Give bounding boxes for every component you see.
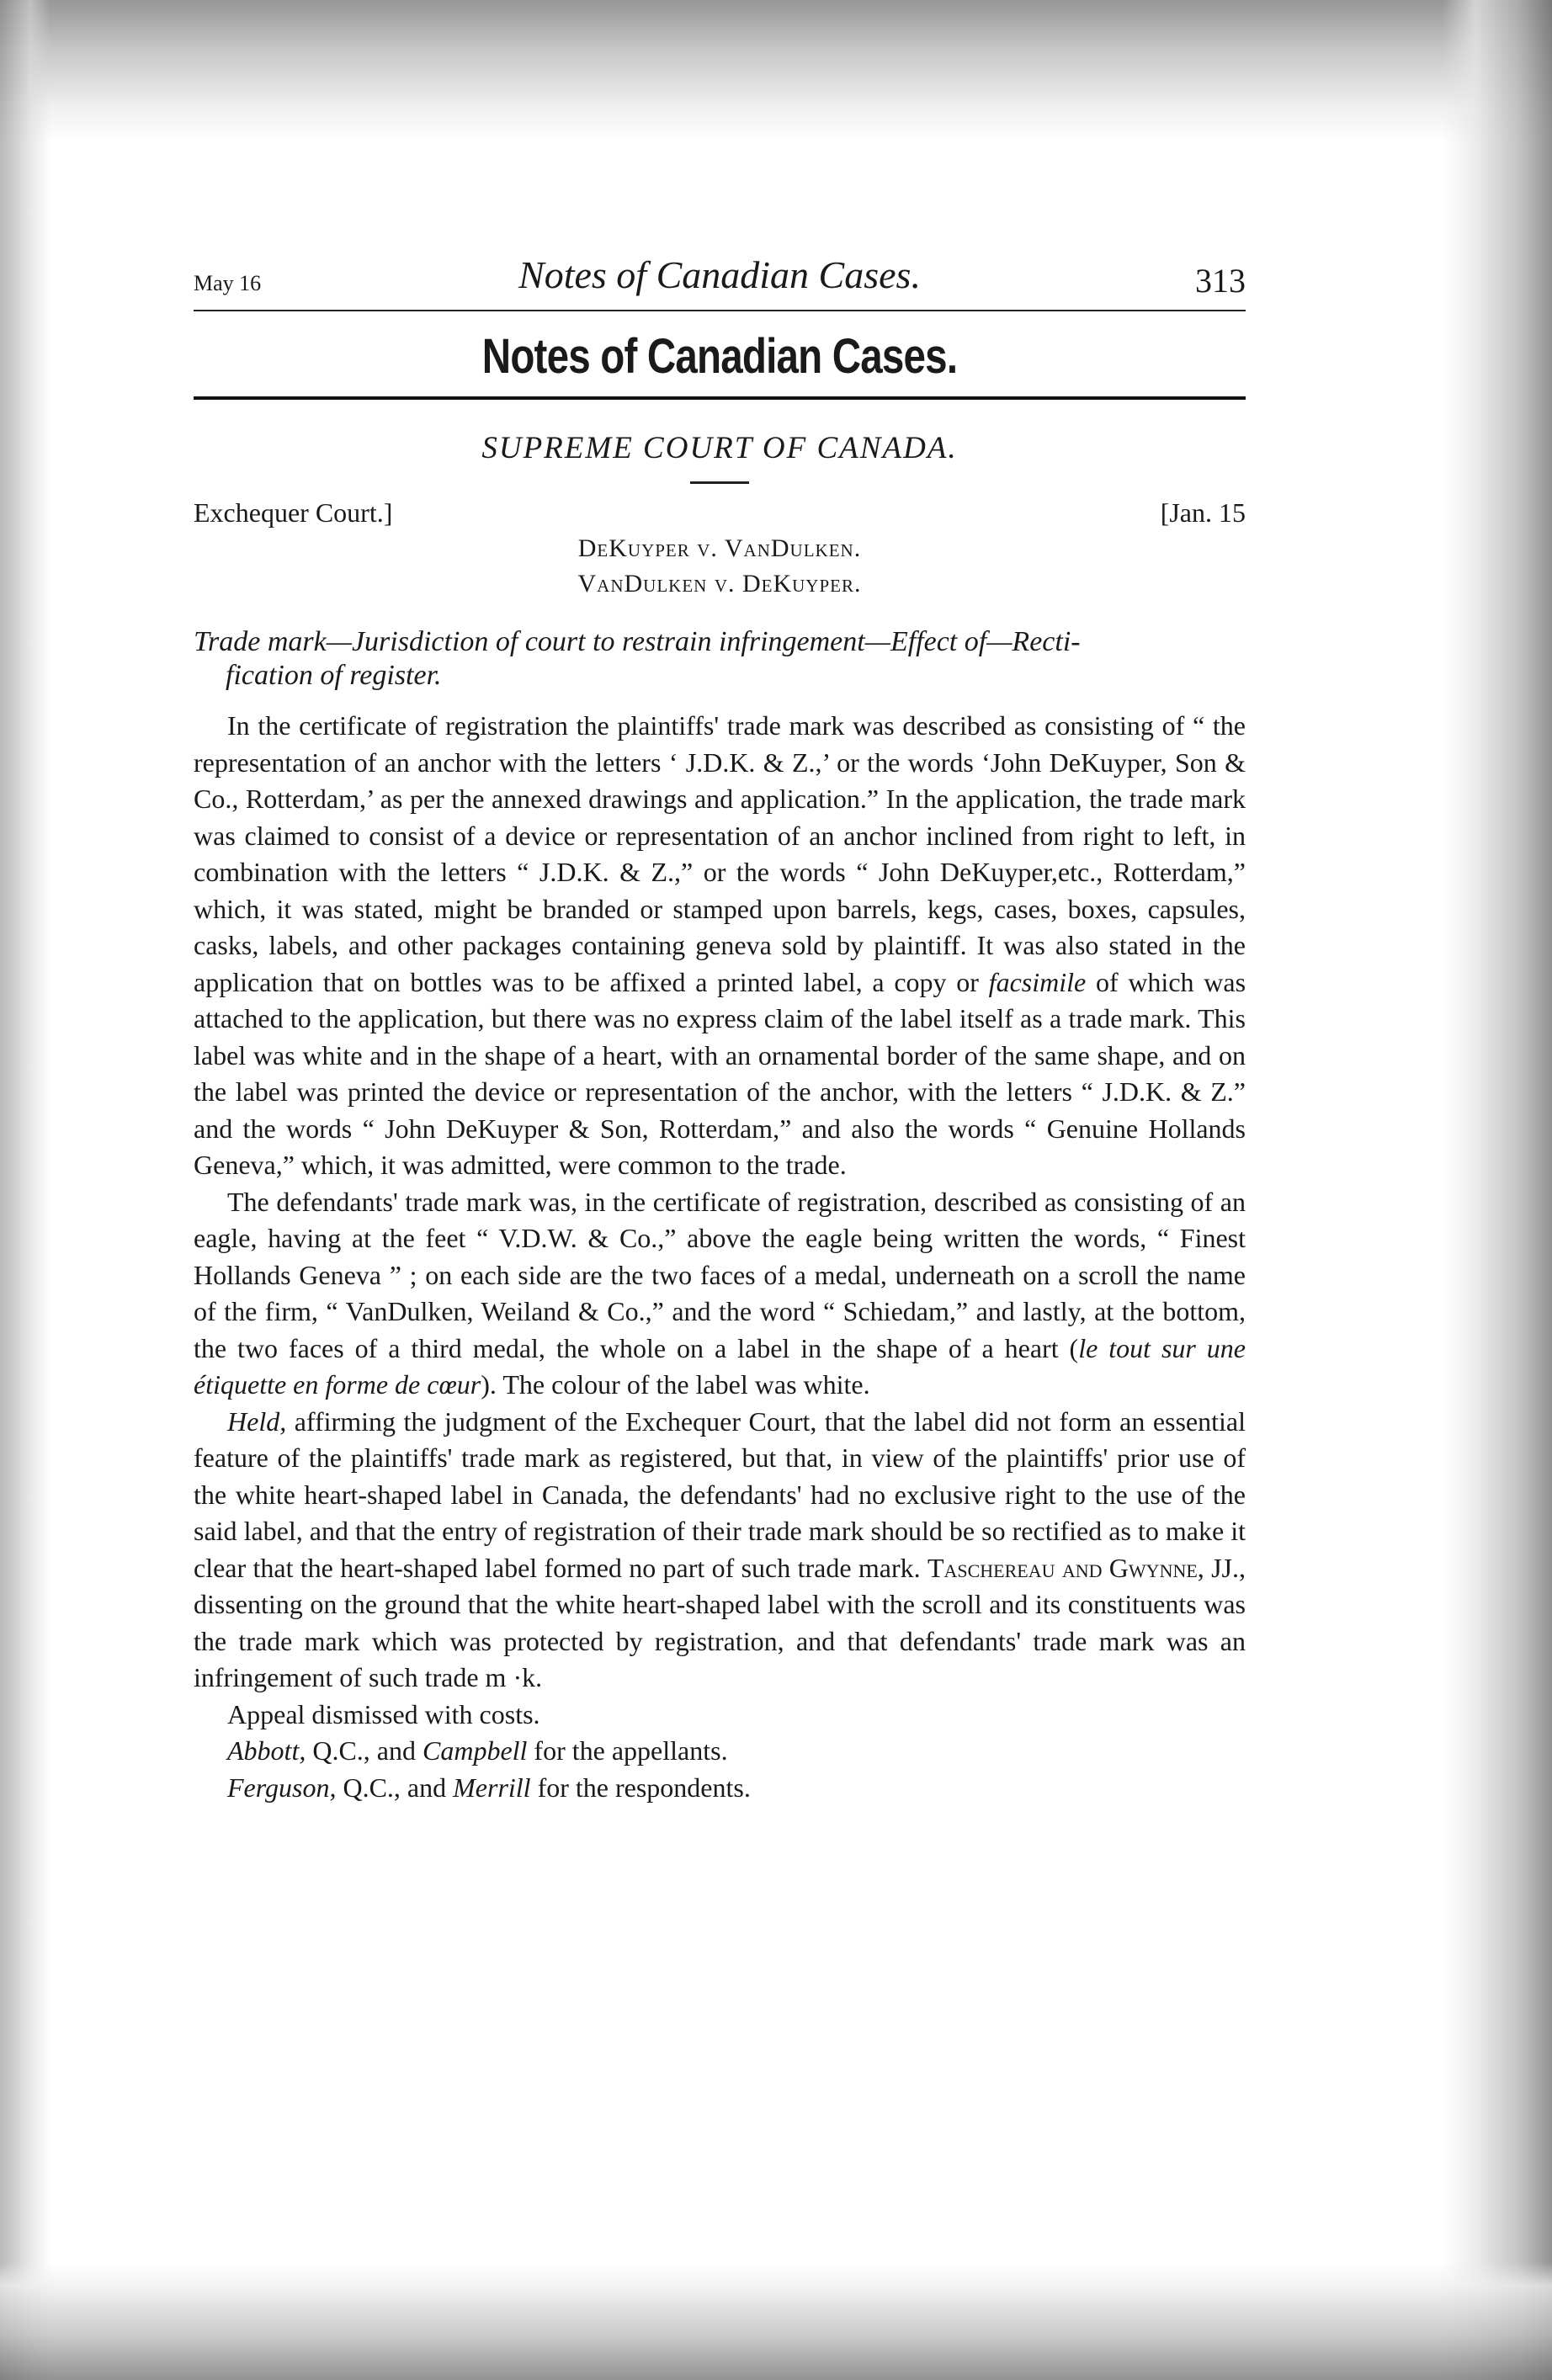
paragraph-3-end: dissenting on the ground that the white heart-shaped label with the scroll and its constituents was the trade mark which was protected by registration, and that defendants' trade mark was an infringement of such trade m ·k. (194, 1589, 1246, 1692)
page-title: Notes of Canadian Cases. (481, 329, 958, 384)
headnote-line-1: Trade mark—Jurisdiction of court to restrain infringement—Effect of—Recti- (194, 626, 1081, 657)
counsel-respondents (194, 1770, 1246, 1807)
case-date: [Jan. 15 (1160, 497, 1246, 528)
headnote-line-2: fication of register. (226, 660, 442, 691)
parties-line-1: DeKuyper v. VanDulken. (577, 534, 862, 562)
counsel-1-rest: Q.C., and (312, 1735, 416, 1766)
court-divider (690, 481, 749, 484)
scan-edge-bottom (0, 2262, 1552, 2380)
paragraph-1-end: of which was attached to the application, but there was no express claim of the label itself as a trade mark. This label was white and in the shape of a heart, with an ornamental border of the same shape, and on the label was printed the device or representation of the anchor, with the letters “ J.D.K. & Z.” and the words “ John DeKuyper & Son, Rotterdam,” and also the words “ Genuine Hollands Geneva,” which, it was admitted, were common to the trade. (194, 966, 1246, 1180)
counsel-appellants (194, 1733, 1246, 1770)
paragraph-1-text: In the certificate of registration the plaintiffs' trade mark was described as consisting of “ the representation of an anchor with the letters ‘ J.D.K. & Z.,’ or the words ‘John DeKuyper, Son & Co., Rotterdam,’ as per the annexed drawings and application.” In the application, the trade mark was claimed to consist of a device or representation of an anchor inclined from right to left, in combination with the letters “ J.D.K. & Z.,” or the words “ John DeKuyper,etc., Rotterdam,” which, it was stated, might be branded or stamped upon barrels, kegs, cases, boxes, capsules, casks, labels, and other packages containing geneva sold by plaintiff. It was also stated in the application that on bottles was to be affixed a printed label, a copy or (194, 710, 1246, 997)
lower-court: Exchequer Court.] (194, 497, 393, 528)
counsel-2-name2: Merrill (453, 1772, 531, 1803)
paragraph-2-end: ). The colour of the label was white. (481, 1369, 870, 1400)
disposition: Appeal dismissed with costs. (227, 1698, 540, 1729)
paragraph-2 (194, 1184, 1246, 1404)
page-number: 313 (1195, 262, 1246, 300)
paragraph-3-text: affirming the judgment of the Exchequer Court, that the label did not form an essential feature of the plaintiffs' trade mark as registered, but that, in view of the plaintiffs' prior use of the white heart-shaped label in Canada, the defendants' had no exclusive right to the use of the said label, and that the entry of registration of their trade mark should be so rectified as to make it clear that the heart-shaped label formed no part of such trade mark. (194, 1405, 1246, 1583)
scan-edge-right (1443, 0, 1552, 2380)
headnote (194, 625, 1246, 693)
paragraph-1-italic: facsimile (988, 966, 1087, 997)
scan-edge-top (0, 0, 1552, 143)
title-rule (194, 396, 1246, 400)
paragraph-3-judges: Taschereau and Gwynne, JJ., (927, 1552, 1246, 1583)
counsel-1-name2: Campbell (422, 1735, 528, 1766)
paragraph-3 (194, 1404, 1246, 1697)
counsel-2-name: Ferguson, (227, 1772, 337, 1803)
document-page (194, 252, 1246, 1806)
counsel-2-end: for the respondents. (537, 1772, 751, 1803)
body-text (194, 708, 1246, 1697)
running-head (194, 252, 1246, 305)
parties-line-2: VanDulken v. DeKuyper. (577, 570, 862, 598)
paragraph-3-held: Held, (227, 1405, 287, 1437)
paragraph-2-text: The defendants' trade mark was, in the certificate of registration, described as consisting of an eagle, having at the feet “ V.D.W. & Co.,” above the eagle being written the words, “ Finest Hollands Geneva ” ; on each side are the two faces of a medal, underneath on a scroll the name of the firm, “ VanDulken, Weiland & Co.,” and the word “ Schiedam,” and lastly, at the bottom, the two faces of a third medal, the whole on a label in the shape of a heart ( (194, 1186, 1246, 1363)
running-head-date: May 16 (194, 271, 262, 295)
running-head-rule (194, 310, 1246, 311)
paragraph-2-italic: le tout sur une étiquette en forme de cœur (194, 1332, 1246, 1400)
paragraph-1 (194, 708, 1246, 1184)
counsel-2-rest: Q.C., and (343, 1772, 447, 1803)
counsel-1-end: for the appellants. (534, 1735, 728, 1766)
counsel-1-name: Abbott, (227, 1735, 306, 1766)
running-head-title: Notes of Canadian Cases. (518, 253, 921, 296)
scan-edge-left (0, 0, 50, 2380)
case-meta-row (194, 492, 1246, 531)
case-parties (194, 531, 1246, 602)
court-heading: SUPREME COURT OF CANADA. (481, 431, 958, 465)
